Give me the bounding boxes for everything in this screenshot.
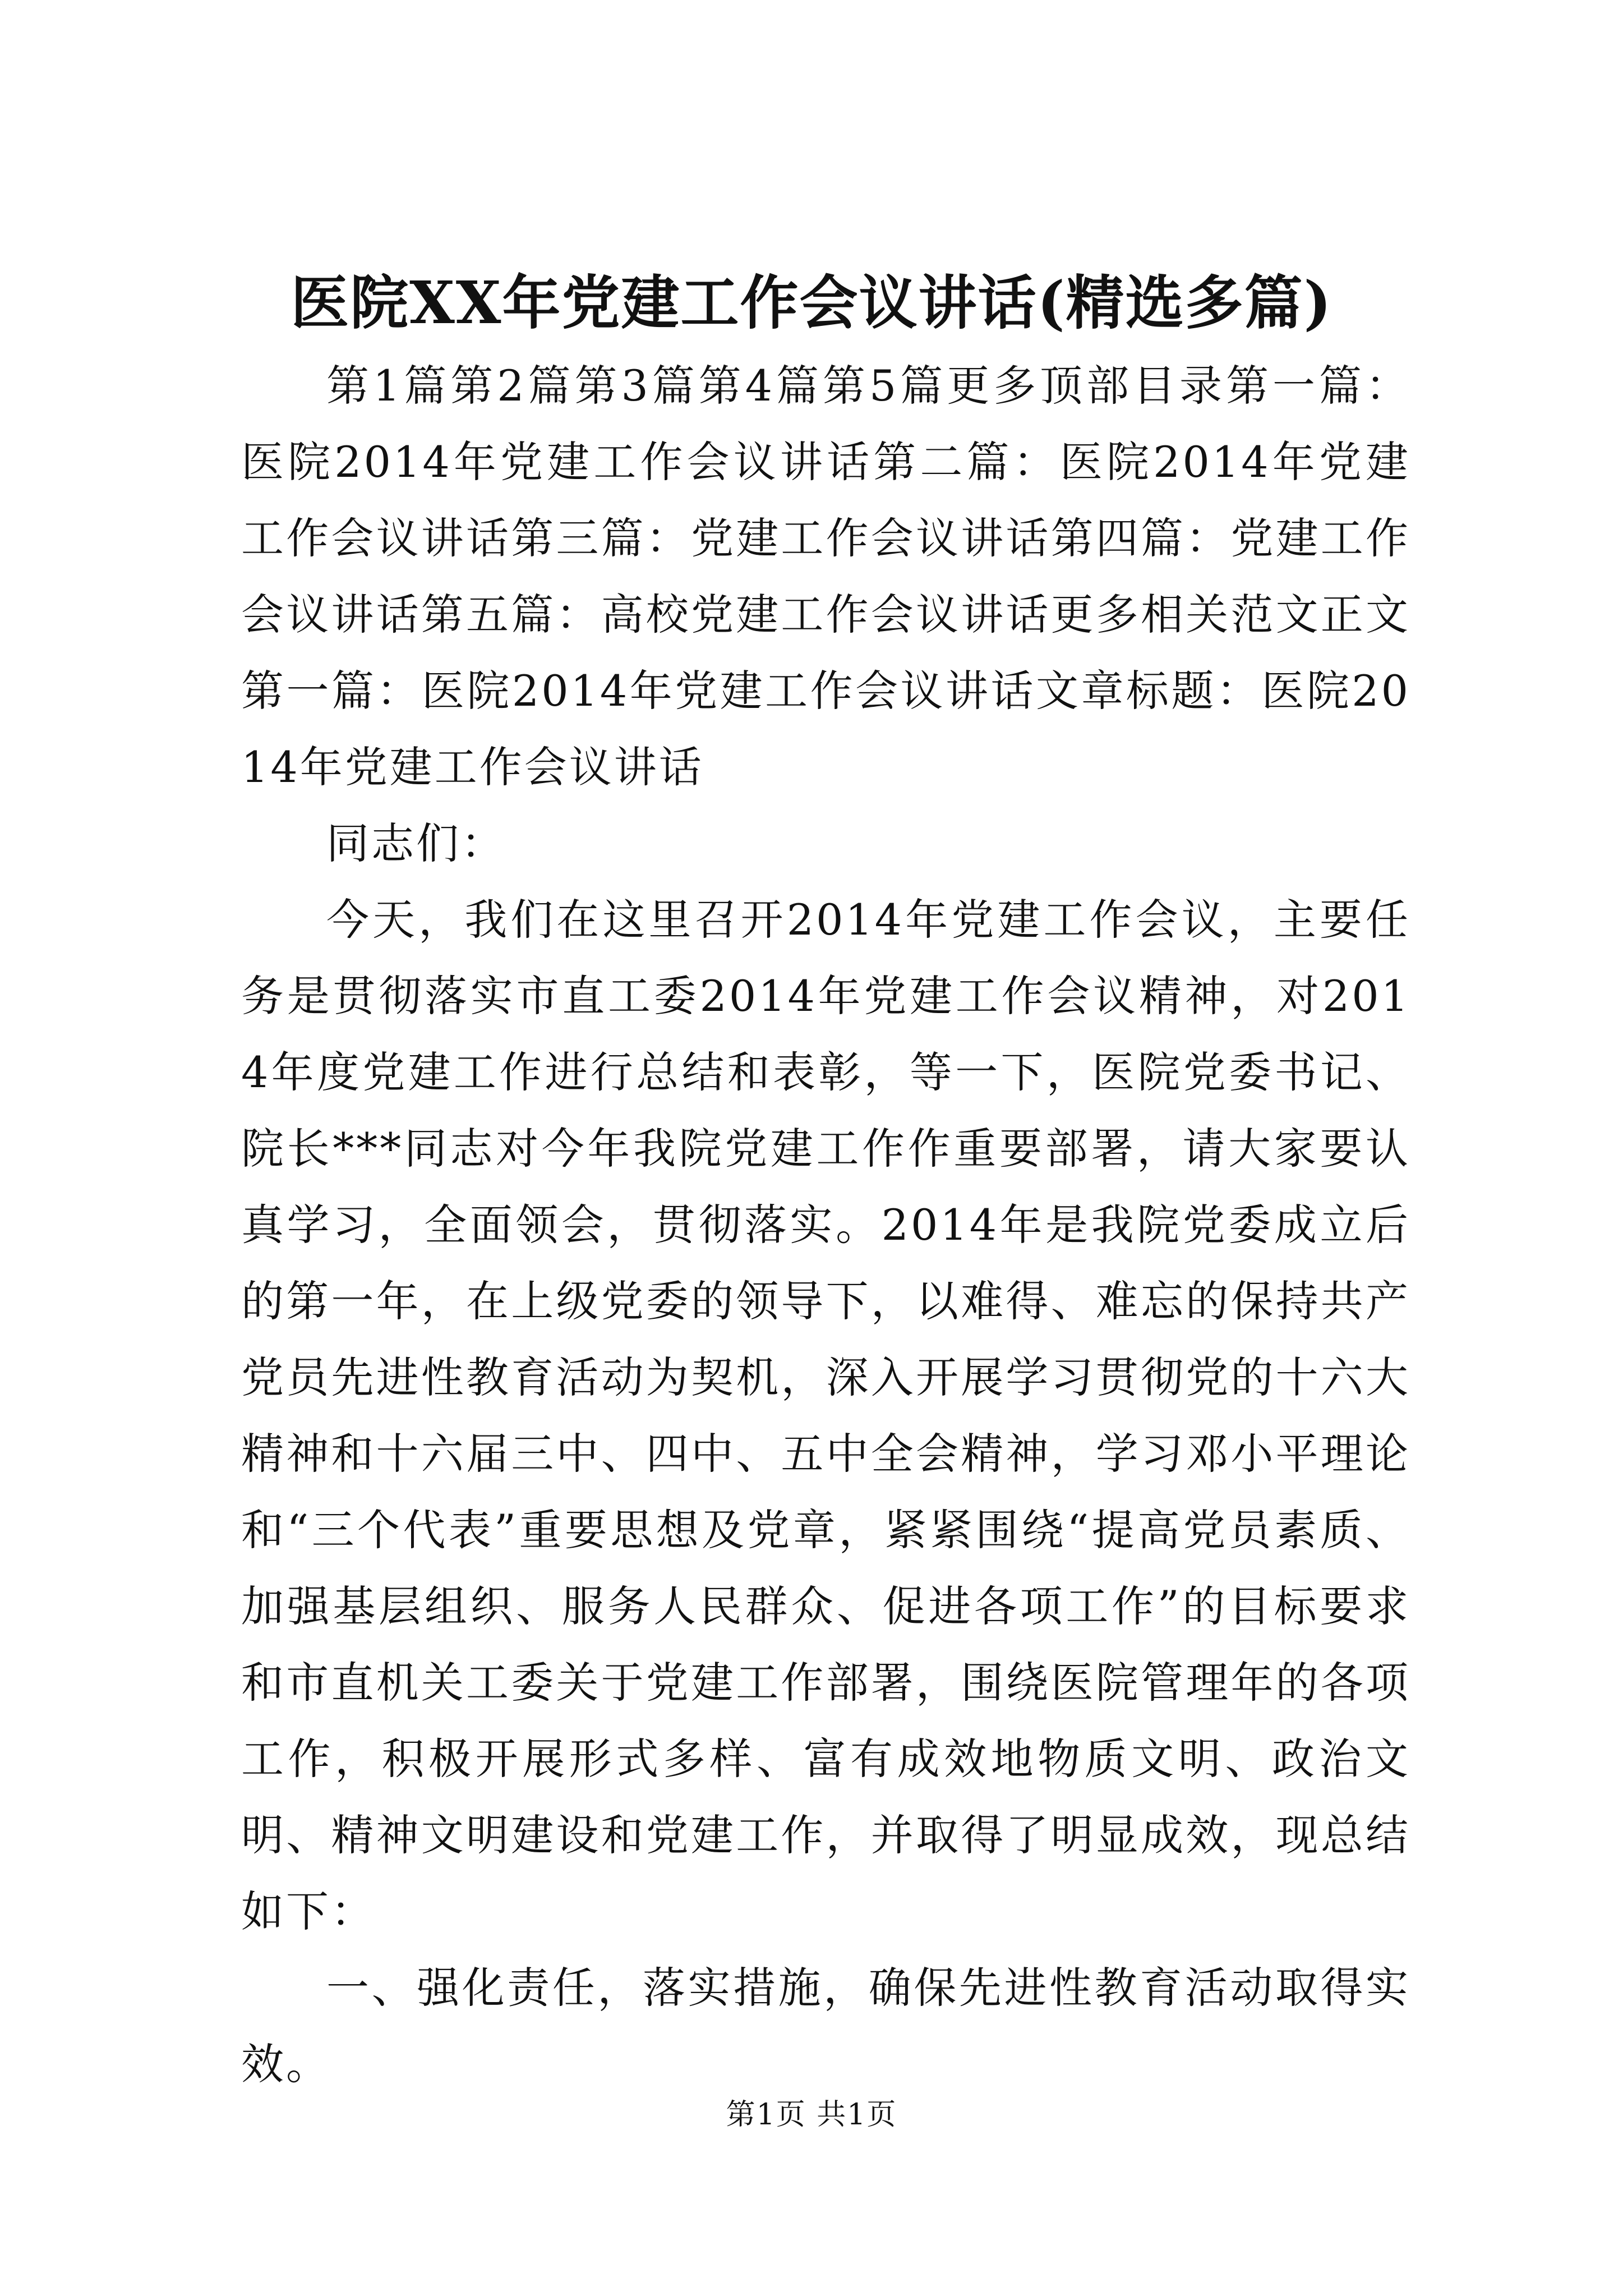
- page-footer: 第1页 共1页: [726, 2098, 897, 2132]
- paragraph-table-of-contents: 第1篇第2篇第3篇第4篇第5篇更多顶部目录第一篇：医院2014年党建工作会议讲话第二篇：医院2014年党建工作会议讲话第三篇：党建工作会议讲话第四篇：党建工作会议讲话第五篇：高校党建工作会议讲话更多相关范文正文第一篇：医院2014年党建工作会议讲话文章标题：医院2014年党建工作会议讲话: [241, 361, 1410, 792]
- paragraph-salutation: 同志们：: [326, 818, 506, 868]
- paragraph-section-heading: 一、强化责任，落实措施，确保先进性教育活动取得实效。: [241, 1963, 1410, 2089]
- document-title: 医院XX年党建工作会议讲话(精选多篇): [291, 268, 1332, 337]
- paragraph-main: 今天，我们在这里召开2014年党建工作会议，主要任务是贯彻落实市直工委2014年党建工作会议精神，对2014年度党建工作进行总结和表彰，等一下，医院党委书记、院长***同志对今年我院党建工作作重要部署，请大家要认真学习，全面领会，贯彻落实。2014年是我院党委成立后的第一年，在上级党委的领导下，以难得、难忘的保持共产党员先进性教育活动为契机，深入开展学习贯彻党的十六大精神和十六届三中、四中、五中全会精神，学习邓小平理论和“三个代表”重要思想及党章，紧紧围绕“提高党员素质、加强基层组织、服务人民群众、促进各项工作”的目标要求和市直机关工委关于党建工作部署，围绕医院管理年的各项工作，积极开展形式多样、富有成效地物质文明、政治文明、精神文明建设和党建工作，并取得了明显成效，现总结如下：: [241, 895, 1410, 1936]
- document-body: [241, 348, 1410, 2102]
